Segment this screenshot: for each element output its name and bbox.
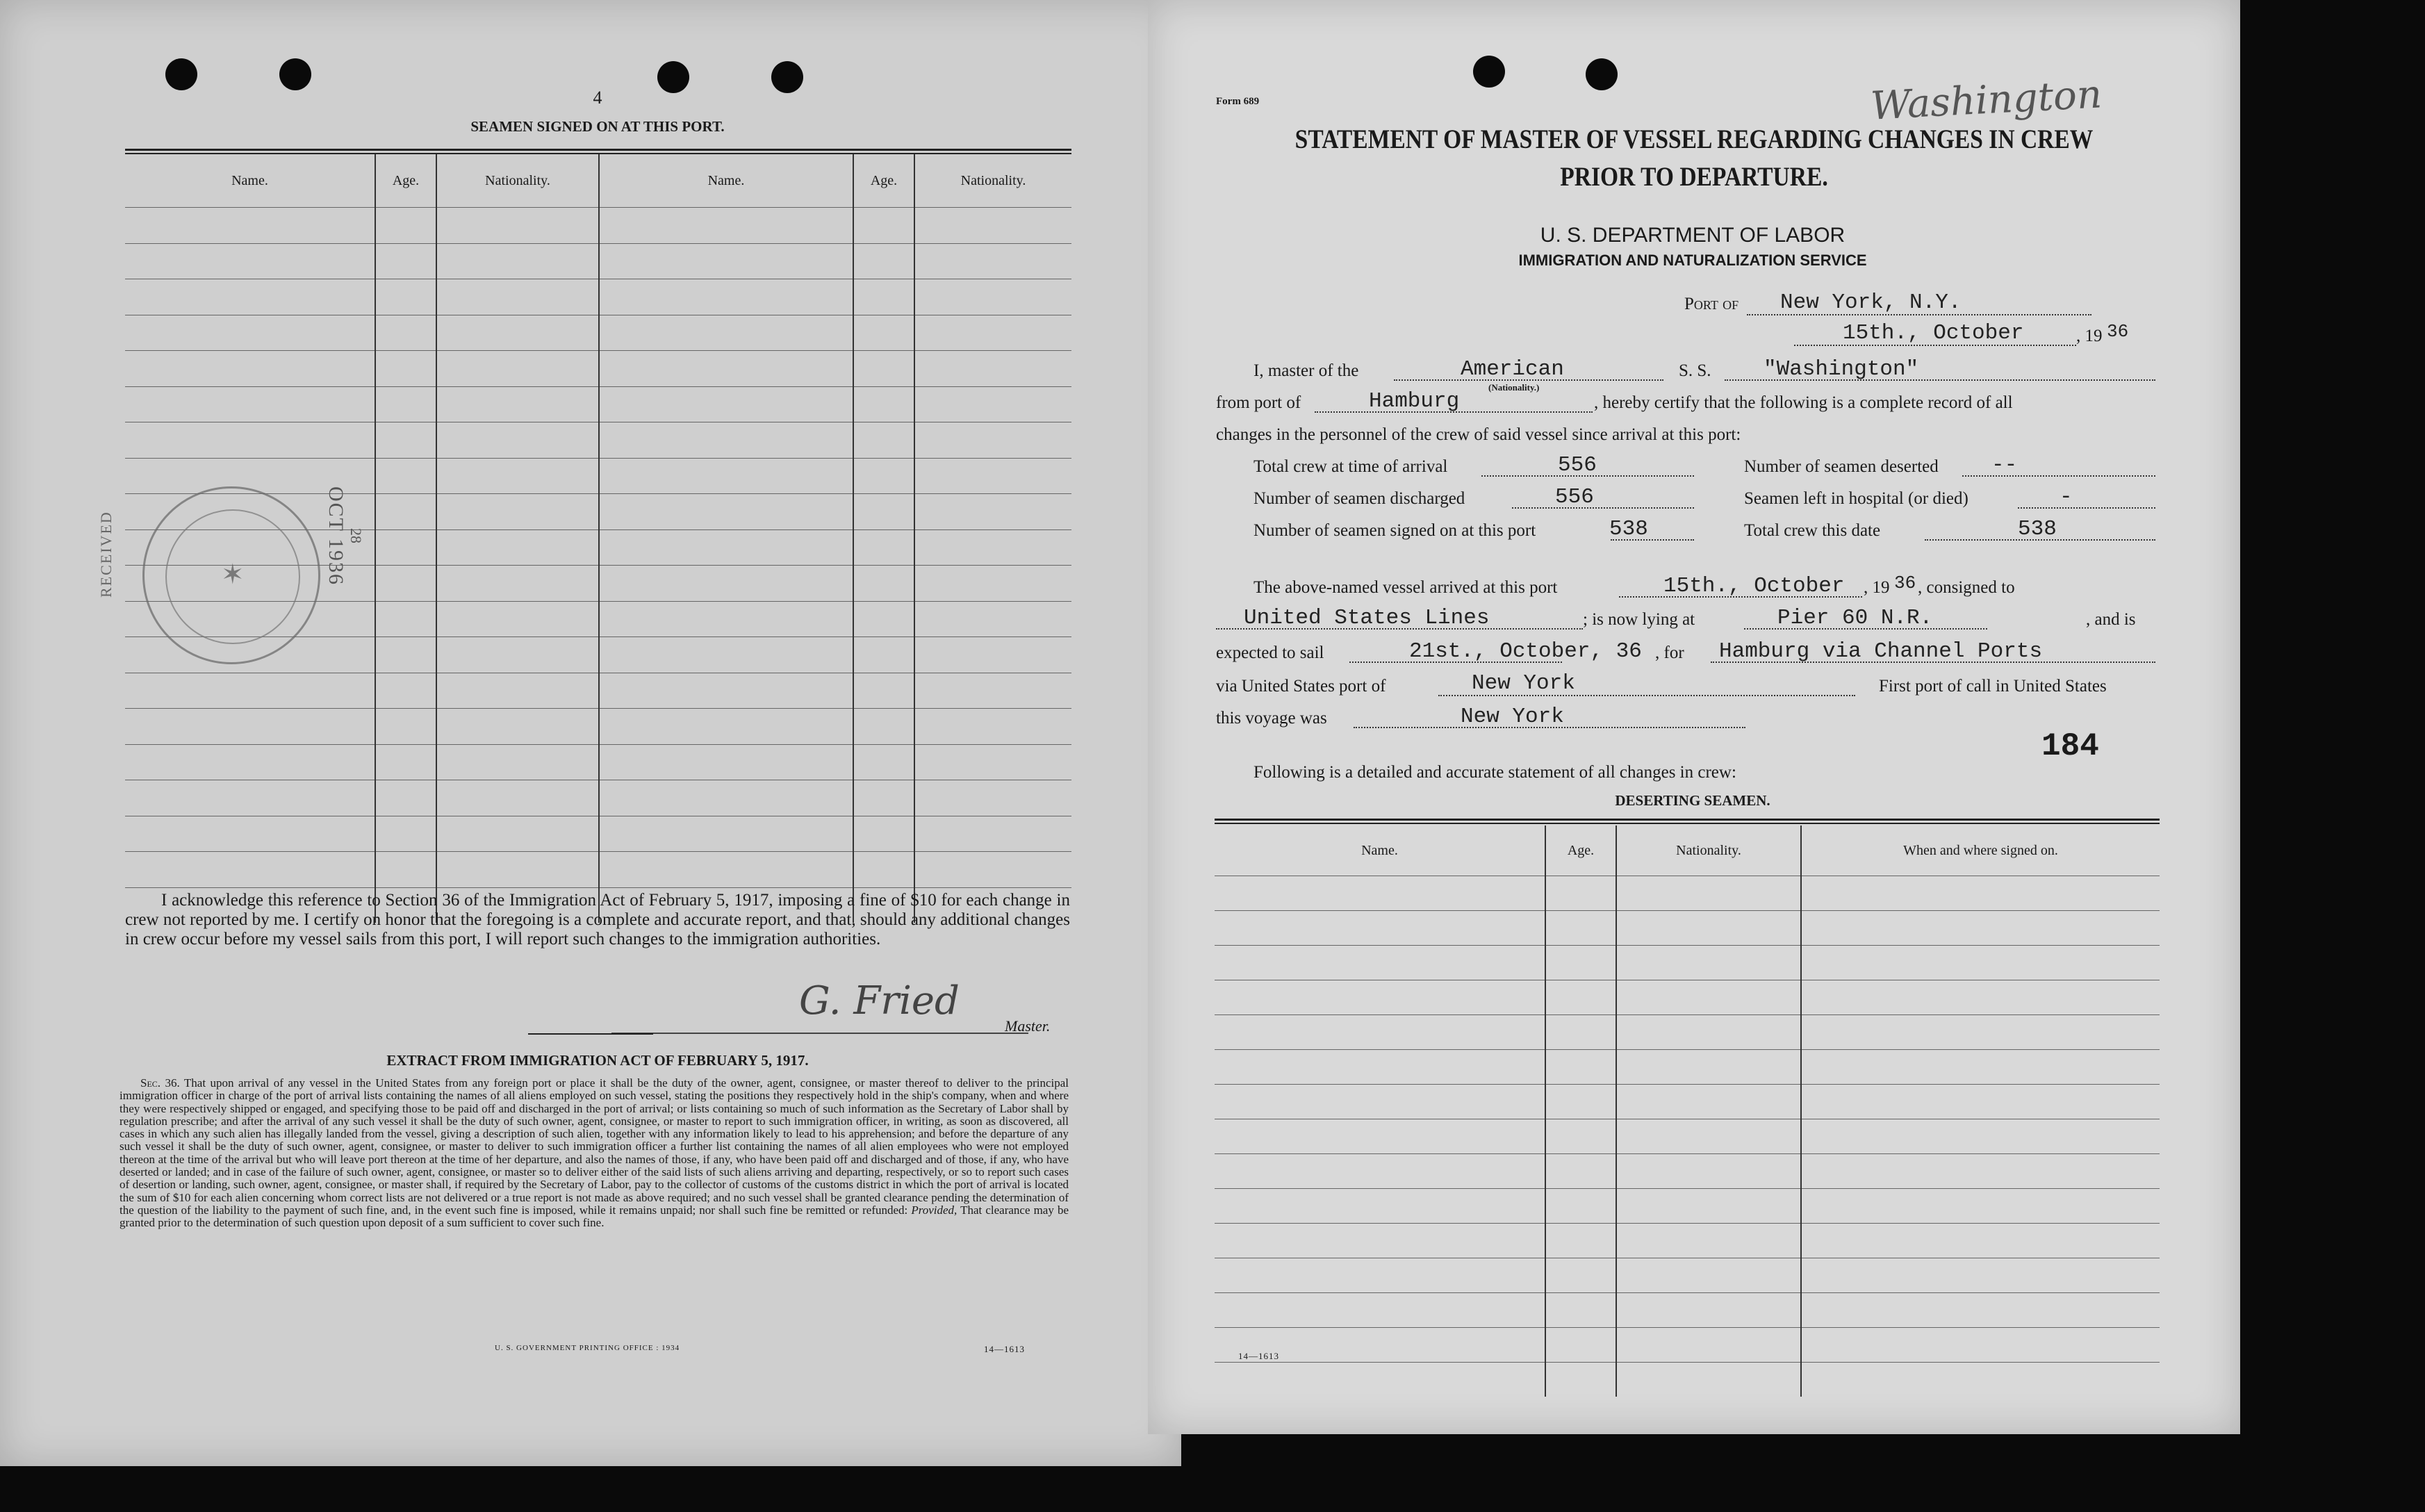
extract-section-label: Sec. 36. bbox=[140, 1076, 180, 1090]
table-row bbox=[1215, 1015, 2160, 1050]
table-row bbox=[1215, 1189, 2160, 1224]
table-cell bbox=[914, 494, 1071, 530]
table-cell bbox=[1616, 1189, 1801, 1224]
table-cell bbox=[375, 601, 436, 637]
table-cell bbox=[1215, 1154, 1545, 1189]
table-cell bbox=[1545, 1154, 1616, 1189]
ship-value: "Washington" bbox=[1764, 357, 1919, 381]
table-cell bbox=[914, 744, 1071, 780]
table-cell bbox=[853, 208, 914, 244]
signed-on-value: 538 bbox=[1609, 517, 1648, 541]
from-port-value: Hamburg bbox=[1369, 389, 1460, 413]
pier-value: Pier 60 N.R. bbox=[1777, 606, 1933, 630]
table-cell bbox=[1616, 876, 1801, 911]
signed-on-label: Number of seamen signed on at this port bbox=[1253, 521, 1536, 540]
table-cell bbox=[436, 852, 599, 888]
table-cell bbox=[1616, 1119, 1801, 1154]
deserted-label: Number of seamen deserted bbox=[1744, 457, 1939, 476]
stamp-received-text: RECEIVED bbox=[97, 511, 115, 598]
table-cell bbox=[1616, 1328, 1801, 1363]
table-cell bbox=[914, 601, 1071, 637]
table-cell bbox=[1545, 1224, 1616, 1258]
punch-hole bbox=[1473, 56, 1505, 88]
table-cell bbox=[375, 780, 436, 816]
form-title-line2: PRIOR TO DEPARTURE. bbox=[1560, 162, 1828, 192]
table-cell bbox=[599, 243, 853, 279]
table-cell bbox=[1215, 1015, 1545, 1050]
table-cell bbox=[1545, 1258, 1616, 1293]
table-cell bbox=[436, 315, 599, 351]
table-row bbox=[125, 351, 1071, 387]
table-cell bbox=[1215, 1119, 1545, 1154]
discharged-value: 556 bbox=[1555, 485, 1594, 509]
rule bbox=[125, 149, 1071, 151]
certify-text: , hereby certify that the following is a complete record of all bbox=[1594, 393, 2013, 412]
table-cell bbox=[914, 637, 1071, 673]
table-row bbox=[1215, 1154, 2160, 1189]
table-cell bbox=[1616, 1154, 1801, 1189]
rule bbox=[1215, 823, 2160, 824]
table-cell bbox=[436, 816, 599, 852]
table-cell bbox=[375, 673, 436, 709]
column-header-when-where: When and where signed on. bbox=[1903, 842, 2058, 858]
table-cell bbox=[853, 315, 914, 351]
column-header-name: Name. bbox=[125, 154, 375, 208]
table-cell bbox=[436, 709, 599, 745]
table-cell bbox=[599, 637, 853, 673]
table-cell bbox=[599, 852, 853, 888]
table-cell bbox=[1801, 911, 2160, 946]
column-header-age: Age. bbox=[1545, 825, 1616, 876]
table-cell bbox=[125, 780, 375, 816]
table-cell bbox=[1801, 980, 2160, 1015]
table-cell bbox=[1215, 911, 1545, 946]
column-header-age: Age. bbox=[853, 154, 914, 208]
table-cell bbox=[1616, 946, 1801, 980]
table-cell bbox=[1801, 1363, 2160, 1397]
discharged-line bbox=[1512, 507, 1694, 509]
table-row bbox=[125, 243, 1071, 279]
table-cell bbox=[853, 601, 914, 637]
table-cell bbox=[853, 279, 914, 315]
form-title-line1: STATEMENT OF MASTER OF VESSEL REGARDING CHANGES IN CREW bbox=[1294, 124, 2094, 154]
table-cell bbox=[599, 351, 853, 387]
table-row bbox=[125, 673, 1071, 709]
table-cell bbox=[1545, 1119, 1616, 1154]
table-row bbox=[1215, 1119, 2160, 1154]
table-cell bbox=[436, 494, 599, 530]
table-cell bbox=[1545, 1363, 1616, 1397]
right-page: Form 689 Washington STATEMENT OF MASTER OF VESSEL REGARDING CHANGES IN CREW PRIOR TO DEPARTURE. U. S. DEPARTMENT OF LABOR IMMIGRATION AND NATURALIZATION SERVICE Port of New York, N.Y. 15th., October , 19 36 I, master of the American (Nationality.) S. S. "Washington" from port of Hamburg , hereby certify that the following is a complete record of all changes in the personnel of the crew of said vessel since arrival at this port: Total crew at time of arrival 556 Number of seamen deserted -- Number of seamen discharged 556 Seamen left in hospital (or died) - Number of seamen signed on at this port 538 Total crew this date 538 The above-named vessel arrived at this port 15th., October , 19 36 , consigned to United States Lines ; is now lying at Pier 60 N.R. , and is expected to sail 21st., October, 36 , for Hamburg via Channel Ports via United States port of New York First port of call in United States this voyage was New York Following is a detailed and accurate statement of all changes in crew: 184 DESERTING SEAMEN. Name. Age. Nationality. When and where signed on. 14—1613 bbox=[1148, 0, 2240, 1434]
table-cell bbox=[853, 852, 914, 888]
table-cell bbox=[914, 673, 1071, 709]
form-number: Form 689 bbox=[1216, 96, 1260, 107]
voyage-label: this voyage was bbox=[1216, 709, 1327, 728]
table-row bbox=[125, 709, 1071, 745]
extract-proviso-word: Provided, bbox=[911, 1203, 957, 1217]
table-cell bbox=[1801, 946, 2160, 980]
table-cell bbox=[1801, 1328, 2160, 1363]
stamp-date-text: OCT 1936 bbox=[324, 486, 347, 586]
master-of-label: I, master of the bbox=[1253, 361, 1359, 380]
table-cell bbox=[1545, 1189, 1616, 1224]
deserting-seamen-table bbox=[1215, 825, 2160, 1397]
table-cell bbox=[1801, 1189, 2160, 1224]
column-header-age: Age. bbox=[375, 154, 436, 208]
table-cell bbox=[125, 709, 375, 745]
table-cell bbox=[599, 673, 853, 709]
extract-proviso-text: That clearance may be granted prior to the determination of such question upon deposit of a sum sufficient to cover such fine. bbox=[120, 1203, 1069, 1230]
table-cell bbox=[599, 816, 853, 852]
table-cell bbox=[853, 494, 914, 530]
date-value: 15th., October bbox=[1843, 321, 2024, 345]
table-cell bbox=[436, 386, 599, 422]
table-cell bbox=[436, 637, 599, 673]
table-cell bbox=[1801, 1293, 2160, 1328]
stamp-mark: ✶ bbox=[221, 559, 245, 590]
port-label: Port of bbox=[1684, 295, 1739, 313]
table-cell bbox=[914, 279, 1071, 315]
table-cell bbox=[1215, 1363, 1545, 1397]
received-stamp bbox=[142, 486, 320, 664]
table-row bbox=[125, 279, 1071, 315]
table-cell bbox=[436, 673, 599, 709]
table-cell bbox=[599, 744, 853, 780]
arrived-value: 15th., October bbox=[1663, 574, 1845, 598]
acknowledgement-text: I acknowledge this reference to Section 36 of the Immigration Act of February 5, 1917, imposing a fine of $10 for each change in crew not reported by me. I certify on honor that the foregoing is a complete and accurate report, and that, should any additional changes in crew occur before my vessel sails from this port, I will report such changes to the immigration authorities. bbox=[125, 891, 1070, 948]
table-cell bbox=[914, 243, 1071, 279]
table-cell bbox=[914, 315, 1071, 351]
table-row bbox=[1215, 980, 2160, 1015]
table-cell bbox=[436, 458, 599, 494]
table-cell bbox=[125, 315, 375, 351]
table-cell bbox=[1801, 1154, 2160, 1189]
table-cell bbox=[853, 673, 914, 709]
deserting-title: DESERTING SEAMEN. bbox=[1615, 792, 1770, 809]
table-row bbox=[1215, 1224, 2160, 1258]
arrived-year-value: 36 bbox=[1894, 573, 1916, 593]
master-signature: G. Fried bbox=[799, 978, 960, 1024]
and-is-label: , and is bbox=[2086, 610, 2136, 629]
number-annotation: 184 bbox=[2041, 728, 2099, 764]
lying-label: ; is now lying at bbox=[1583, 610, 1695, 629]
table-cell bbox=[1215, 1050, 1545, 1085]
table-cell bbox=[853, 458, 914, 494]
discharged-label: Number of seamen discharged bbox=[1253, 489, 1465, 508]
table-cell bbox=[1545, 980, 1616, 1015]
table-cell bbox=[375, 709, 436, 745]
table-row bbox=[125, 422, 1071, 459]
column-header-nationality: Nationality. bbox=[436, 154, 599, 208]
table-cell bbox=[1801, 1015, 2160, 1050]
table-row bbox=[1215, 1363, 2160, 1397]
via-label: via United States port of bbox=[1216, 677, 1386, 696]
table-cell bbox=[1215, 1258, 1545, 1293]
table-cell bbox=[125, 422, 375, 459]
table-cell bbox=[1801, 1258, 2160, 1293]
destination-value: Hamburg via Channel Ports bbox=[1719, 639, 2043, 664]
table-row bbox=[1215, 1328, 2160, 1363]
from-port-label: from port of bbox=[1216, 393, 1301, 412]
table-row bbox=[1215, 946, 2160, 980]
table-cell bbox=[599, 780, 853, 816]
year-prefix: , 19 bbox=[2076, 327, 2103, 345]
printer-line: U. S. GOVERNMENT PRINTING OFFICE : 1934 bbox=[495, 1344, 680, 1352]
page-number: 4 bbox=[593, 88, 602, 108]
table-cell bbox=[1545, 1015, 1616, 1050]
port-value: New York, N.Y. bbox=[1780, 290, 1962, 315]
table-cell bbox=[853, 243, 914, 279]
table-cell bbox=[375, 529, 436, 566]
table-cell bbox=[375, 315, 436, 351]
table-cell bbox=[375, 243, 436, 279]
rule bbox=[1215, 819, 2160, 821]
table-cell bbox=[599, 386, 853, 422]
table-cell bbox=[125, 852, 375, 888]
table-row bbox=[1215, 876, 2160, 911]
table-cell bbox=[375, 744, 436, 780]
table-row bbox=[125, 816, 1071, 852]
stamp-number-text: 28 bbox=[347, 528, 365, 543]
table-cell bbox=[599, 529, 853, 566]
table-cell bbox=[914, 208, 1071, 244]
signature-line bbox=[611, 1033, 1028, 1034]
table-row bbox=[125, 208, 1071, 244]
table-row bbox=[1215, 911, 2160, 946]
punch-hole bbox=[1586, 58, 1618, 90]
table-cell bbox=[853, 637, 914, 673]
table-cell bbox=[436, 208, 599, 244]
hospital-line bbox=[2018, 507, 2155, 509]
table-cell bbox=[375, 351, 436, 387]
table-cell bbox=[1616, 980, 1801, 1015]
column-header-name: Name. bbox=[1215, 825, 1545, 876]
table-cell bbox=[599, 315, 853, 351]
hospital-value: - bbox=[2060, 485, 2073, 509]
table-cell bbox=[375, 208, 436, 244]
rule bbox=[528, 1033, 653, 1035]
table-cell bbox=[599, 566, 853, 602]
column-header-nationality: Nationality. bbox=[1616, 825, 1801, 876]
table-cell bbox=[375, 494, 436, 530]
table-cell bbox=[853, 422, 914, 459]
table-cell bbox=[1545, 911, 1616, 946]
table-cell bbox=[1215, 980, 1545, 1015]
table-cell bbox=[1616, 1050, 1801, 1085]
table-row bbox=[125, 315, 1071, 351]
total-arrival-label: Total crew at time of arrival bbox=[1253, 457, 1448, 476]
table-cell bbox=[436, 351, 599, 387]
punch-hole bbox=[279, 58, 311, 90]
table-cell bbox=[436, 601, 599, 637]
table-cell bbox=[599, 422, 853, 459]
table-cell bbox=[1545, 946, 1616, 980]
table-cell bbox=[914, 566, 1071, 602]
section-title: SEAMEN SIGNED ON AT THIS PORT. bbox=[470, 118, 725, 135]
table-cell bbox=[1215, 1293, 1545, 1328]
table-cell bbox=[125, 243, 375, 279]
table-cell bbox=[375, 386, 436, 422]
table-cell bbox=[1616, 1293, 1801, 1328]
table-cell bbox=[1616, 1363, 1801, 1397]
table-cell bbox=[375, 637, 436, 673]
table-row bbox=[125, 852, 1071, 888]
column-header-name: Name. bbox=[599, 154, 853, 208]
table-cell bbox=[853, 566, 914, 602]
table-cell bbox=[914, 386, 1071, 422]
for-label: , for bbox=[1655, 643, 1684, 662]
changes-text: changes in the personnel of the crew of said vessel since arrival at this port: bbox=[1216, 425, 1741, 444]
table-cell bbox=[125, 386, 375, 422]
first-call-label: First port of call in United States bbox=[1879, 677, 2107, 696]
table-cell bbox=[125, 208, 375, 244]
via-value: New York bbox=[1472, 671, 1575, 696]
table-cell bbox=[853, 529, 914, 566]
service-name: IMMIGRATION AND NATURALIZATION SERVICE bbox=[1518, 252, 1867, 269]
table-cell bbox=[1616, 1258, 1801, 1293]
arrived-label: The above-named vessel arrived at this port bbox=[1253, 578, 1558, 597]
table-cell bbox=[125, 673, 375, 709]
table-cell bbox=[1616, 1085, 1801, 1119]
table-cell bbox=[125, 816, 375, 852]
table-row bbox=[125, 780, 1071, 816]
table-cell bbox=[125, 351, 375, 387]
table-cell bbox=[1545, 1293, 1616, 1328]
form-code: 14—1613 bbox=[984, 1344, 1025, 1354]
table-cell bbox=[436, 529, 599, 566]
expected-label: expected to sail bbox=[1216, 643, 1324, 662]
table-cell bbox=[1215, 1224, 1545, 1258]
table-cell bbox=[599, 458, 853, 494]
sail-value: 21st., October, 36 bbox=[1409, 639, 1642, 664]
table-cell bbox=[1801, 1224, 2160, 1258]
table-row bbox=[1215, 1085, 2160, 1119]
table-cell bbox=[436, 744, 599, 780]
hospital-label: Seamen left in hospital (or died) bbox=[1744, 489, 1968, 508]
table-cell bbox=[599, 208, 853, 244]
total-date-value: 538 bbox=[2018, 517, 2057, 541]
table-row bbox=[1215, 1293, 2160, 1328]
department-name: U. S. DEPARTMENT OF LABOR bbox=[1540, 224, 1846, 247]
table-cell bbox=[436, 279, 599, 315]
table-cell bbox=[125, 744, 375, 780]
table-cell bbox=[375, 816, 436, 852]
consigned-label: , consigned to bbox=[1918, 578, 2015, 597]
consignee-value: United States Lines bbox=[1244, 606, 1490, 630]
ss-label: S. S. bbox=[1679, 361, 1711, 380]
table-cell bbox=[125, 279, 375, 315]
table-cell bbox=[1215, 876, 1545, 911]
table-cell bbox=[599, 279, 853, 315]
table-cell bbox=[375, 566, 436, 602]
table-cell bbox=[1801, 1085, 2160, 1119]
table-cell bbox=[436, 422, 599, 459]
table-cell bbox=[914, 351, 1071, 387]
table-cell bbox=[1215, 1189, 1545, 1224]
nationality-value: American bbox=[1461, 357, 1564, 381]
table-cell bbox=[1616, 1224, 1801, 1258]
table-cell bbox=[1545, 1085, 1616, 1119]
table-cell bbox=[853, 386, 914, 422]
form-code: 14—1613 bbox=[1238, 1351, 1279, 1361]
handwritten-ship-name: Washington bbox=[1869, 72, 2103, 129]
table-cell bbox=[1801, 1050, 2160, 1085]
table-cell bbox=[1801, 1119, 2160, 1154]
extract-body bbox=[120, 1077, 1069, 1230]
table-cell bbox=[914, 422, 1071, 459]
table-cell bbox=[375, 422, 436, 459]
table-row bbox=[1215, 1050, 2160, 1085]
table-cell bbox=[375, 458, 436, 494]
table-cell bbox=[375, 279, 436, 315]
table-cell bbox=[1545, 876, 1616, 911]
column-header-nationality: Nationality. bbox=[960, 172, 1026, 188]
table-cell bbox=[436, 566, 599, 602]
master-label: Master. bbox=[1005, 1017, 1051, 1035]
table-cell bbox=[853, 744, 914, 780]
table-cell bbox=[1616, 911, 1801, 946]
year-value: 36 bbox=[2107, 321, 2129, 342]
table-cell bbox=[914, 780, 1071, 816]
table-cell bbox=[1215, 1085, 1545, 1119]
table-cell bbox=[1545, 1328, 1616, 1363]
table-cell bbox=[436, 243, 599, 279]
table-cell bbox=[1616, 1015, 1801, 1050]
left-page bbox=[0, 0, 1181, 1466]
following-text: Following is a detailed and accurate statement of all changes in crew: bbox=[1253, 763, 1736, 782]
table-cell bbox=[914, 458, 1071, 494]
table-row bbox=[125, 458, 1071, 494]
table-cell bbox=[599, 709, 853, 745]
total-arrival-value: 556 bbox=[1558, 453, 1597, 477]
table-cell bbox=[914, 529, 1071, 566]
total-date-label: Total crew this date bbox=[1744, 521, 1881, 540]
table-cell bbox=[853, 709, 914, 745]
table-cell bbox=[599, 601, 853, 637]
table-cell bbox=[436, 780, 599, 816]
table-cell bbox=[914, 852, 1071, 888]
extract-title: EXTRACT FROM IMMIGRATION ACT OF FEBRUARY 5, 1917. bbox=[386, 1052, 809, 1069]
deserted-value: -- bbox=[1991, 453, 2018, 477]
table-cell bbox=[1545, 1050, 1616, 1085]
extract-text: That upon arrival of any vessel in the United States from any foreign port or place it shall be the duty of the owner, agent, consignee, or master thereof to deliver to the principal immigration officer in charge of the port of arrival lists containing the names of all aliens employed on such vessel, stating the positions they respectively hold in the ship's company, when and where they were respectively shipped or engaged, and specifying those to be paid off and discharged in the port of arrival; or lists containing so much of such information as the Secretary of Labor shall by regulation prescribe; and after the arrival of any such vessel it shall be the duty of such owner, agent, consignee, or master to report to such immigration officer, in writing, as soon as discovered, all cases in which any such alien has illegally landed from the vessel, giving a description of such alien, together with any information likely to lead to his apprehension; and before the departure of any such vessel it shall be the duty of such owner, agent, consignee, or master to deliver to such immigration officer a further list containing the names of all alien employees who were not employed thereon at the time of the arrival but who will leave port thereon at the time of her departure, and also the names of those, if any, who have been paid off and discharged and of those, if any, who have deserted or landed; and in case of the failure of such owner, agent, consignee, or master so to deliver either of the said lists of such aliens arriving and departing, respectively, or so to report such cases of desertion or landing, such owner, agent, consignee, or master shall, if required by the Secretary of Labor, pay to the collector of customs of the customs district in which the port of arrival is located the sum of $10 for each alien concerning whom correct lists are not delivered or a true report is not made as above required; and no such vessel shall be granted clearance pending the determination of the question of the liability to the payment of such fine, and, in the event such fine is imposed, while it remains unpaid; nor shall such fine be remitted or refunded: bbox=[120, 1076, 1069, 1217]
table-cell bbox=[914, 816, 1071, 852]
table-cell bbox=[1215, 946, 1545, 980]
nationality-caption: (Nationality.) bbox=[1488, 382, 1540, 393]
table-cell bbox=[853, 780, 914, 816]
punch-hole bbox=[165, 58, 197, 90]
table-row bbox=[125, 744, 1071, 780]
table-row bbox=[125, 386, 1071, 422]
table-cell bbox=[599, 494, 853, 530]
table-row bbox=[1215, 1258, 2160, 1293]
table-cell bbox=[853, 816, 914, 852]
voyage-value: New York bbox=[1461, 705, 1564, 729]
table-cell bbox=[375, 852, 436, 888]
table-cell bbox=[914, 709, 1071, 745]
table-cell bbox=[853, 351, 914, 387]
table-cell bbox=[1801, 876, 2160, 911]
